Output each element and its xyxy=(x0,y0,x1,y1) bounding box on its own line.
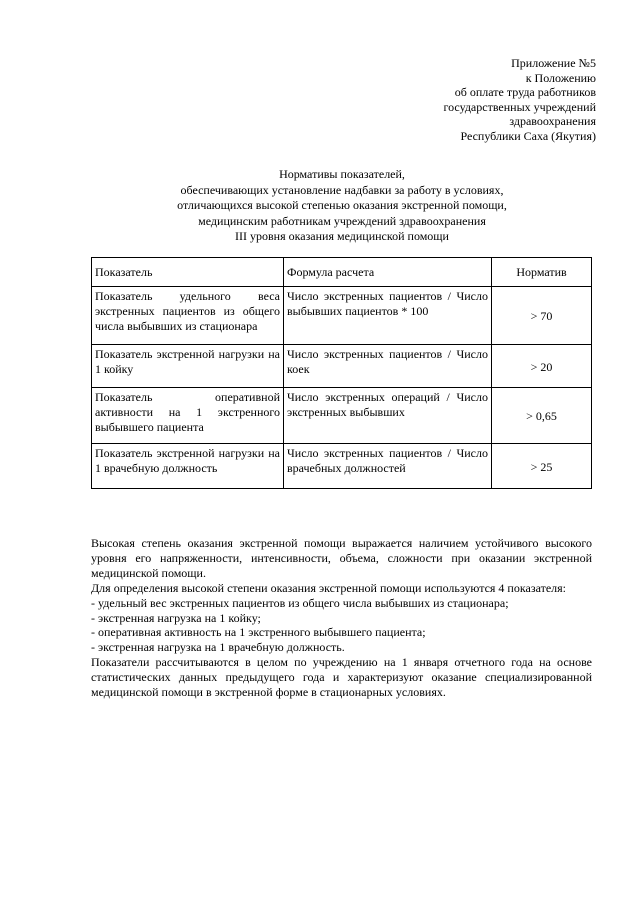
title-line: Нормативы показателей, xyxy=(279,167,405,181)
indicators-table xyxy=(91,257,592,489)
column-header-formula: Формула расчета xyxy=(284,258,492,287)
title-line: отличающихся высокой степенью оказания экстренной помощи, xyxy=(177,198,507,212)
indicator-cell: Показатель экстренной нагрузки на 1 врачебную должность xyxy=(92,444,284,489)
annex-line: Республики Саха (Якутия) xyxy=(460,128,596,143)
list-item: - оперативная активность на 1 экстренного выбывшего пациента; xyxy=(91,625,426,640)
table-row xyxy=(92,345,592,388)
annex-line: государственных учреждений xyxy=(443,99,596,114)
table-row xyxy=(92,388,592,444)
list-item: - экстренная нагрузка на 1 койку; xyxy=(91,610,261,625)
column-header-norm: Норматив xyxy=(492,258,592,287)
annex-line: об оплате труда работников xyxy=(454,85,596,99)
table-row xyxy=(92,444,592,489)
formula-cell: Число экстренных пациентов / Число коек xyxy=(284,345,492,388)
norm-cell: > 25 xyxy=(492,444,592,489)
list-item: - удельный вес экстренных пациентов из общего числа выбывших из стационара; xyxy=(91,595,509,610)
body-paragraph: Показатели рассчитываются в целом по учреждению на 1 января отчетного года на основе статистических данных предыдущего года и характеризуют оказание специализированной медицинской помощи в экстренной форме в стационарных условиях. xyxy=(91,655,592,700)
norm-cell: > 0,65 xyxy=(492,388,592,444)
body-paragraph: Высокая степень оказания экстренной помощи выражается наличием устойчивого высокого уровня его напряженности, интенсивности, объема, сложности при оказании экстренной медицинской помощи. xyxy=(91,536,592,580)
title-line: обеспечивающих установление надбавки за работу в условиях, xyxy=(180,182,504,197)
indicator-cell: Показатель экстренной нагрузки на 1 койку xyxy=(92,345,284,388)
title-line: III уровня оказания медицинской помощи xyxy=(235,229,449,243)
annex-line: здравоохранения xyxy=(509,114,596,128)
formula-cell: Число экстренных пациентов / Число врачебных должностей xyxy=(284,444,492,489)
annex-header xyxy=(443,56,596,143)
document-title xyxy=(93,167,591,245)
indicator-cell: Показатель оперативной активности на 1 экстренного выбывшего пациента xyxy=(92,388,284,444)
norm-cell: > 20 xyxy=(492,345,592,388)
annex-line: Приложение №5 xyxy=(511,56,596,70)
indicator-cell: Показатель удельного веса экстренных пациентов из общего числа выбывших из стационара xyxy=(92,287,284,345)
list-item: - экстренная нагрузка на 1 врачебную должность. xyxy=(91,640,345,655)
formula-cell: Число экстренных операций / Число экстренных выбывших xyxy=(284,388,492,444)
title-line: медицинским работникам учреждений здравоохранения xyxy=(198,213,486,228)
body-paragraph: Для определения высокой степени оказания экстренной помощи используются 4 показателя: xyxy=(91,580,566,595)
table-row xyxy=(92,287,592,345)
formula-cell: Число экстренных пациентов / Число выбывших пациентов * 100 xyxy=(284,287,492,345)
annex-line: к Положению xyxy=(525,70,596,85)
column-header-indicator: Показатель xyxy=(92,258,284,287)
body-text xyxy=(91,536,592,700)
norm-cell: > 70 xyxy=(492,287,592,345)
table-header-row xyxy=(92,258,592,287)
